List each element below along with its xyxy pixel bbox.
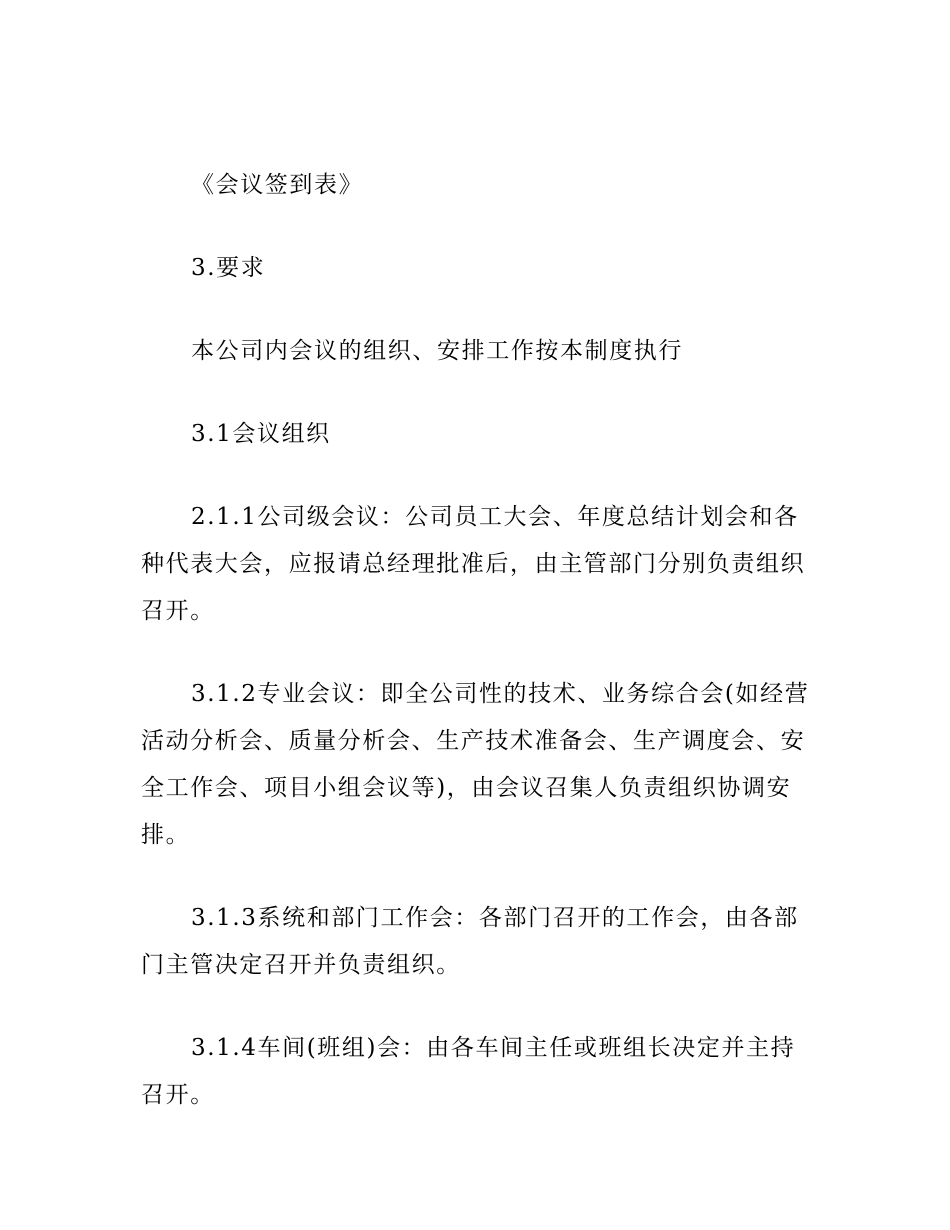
paragraph-company-level-meetings: 2.1.1公司级会议：公司员工大会、年度总结计划会和各种代表大会，应报请总经理批准后，由主管部门分别负责组织召开。	[141, 504, 806, 624]
document-body	[141, 162, 811, 1149]
paragraph-form-reference: 《会议签到表》	[191, 172, 364, 198]
paragraph-section-requirements: 3.要求	[191, 255, 266, 281]
paragraph-scope-statement: 本公司内会议的组织、安排工作按本制度执行	[191, 338, 683, 364]
paragraph-workshop-meetings: 3.1.4车间(班组)会：由各车间主任或班组长决定并主持召开。	[141, 1035, 796, 1108]
paragraph-department-meetings: 3.1.3系统和部门工作会：各部门召开的工作会，由各部门主管决定召开并负责组织。	[141, 905, 799, 978]
paragraph-section-meeting-organization: 3.1会议组织	[191, 421, 331, 447]
paragraph-professional-meetings: 3.1.2专业会议：即全公司性的技术、业务综合会(如经营活动分析会、质量分析会、生产技术准备会、生产调度会、安全工作会、项目小组会议等)，由会议召集人负责组织协调安排。	[141, 681, 810, 848]
